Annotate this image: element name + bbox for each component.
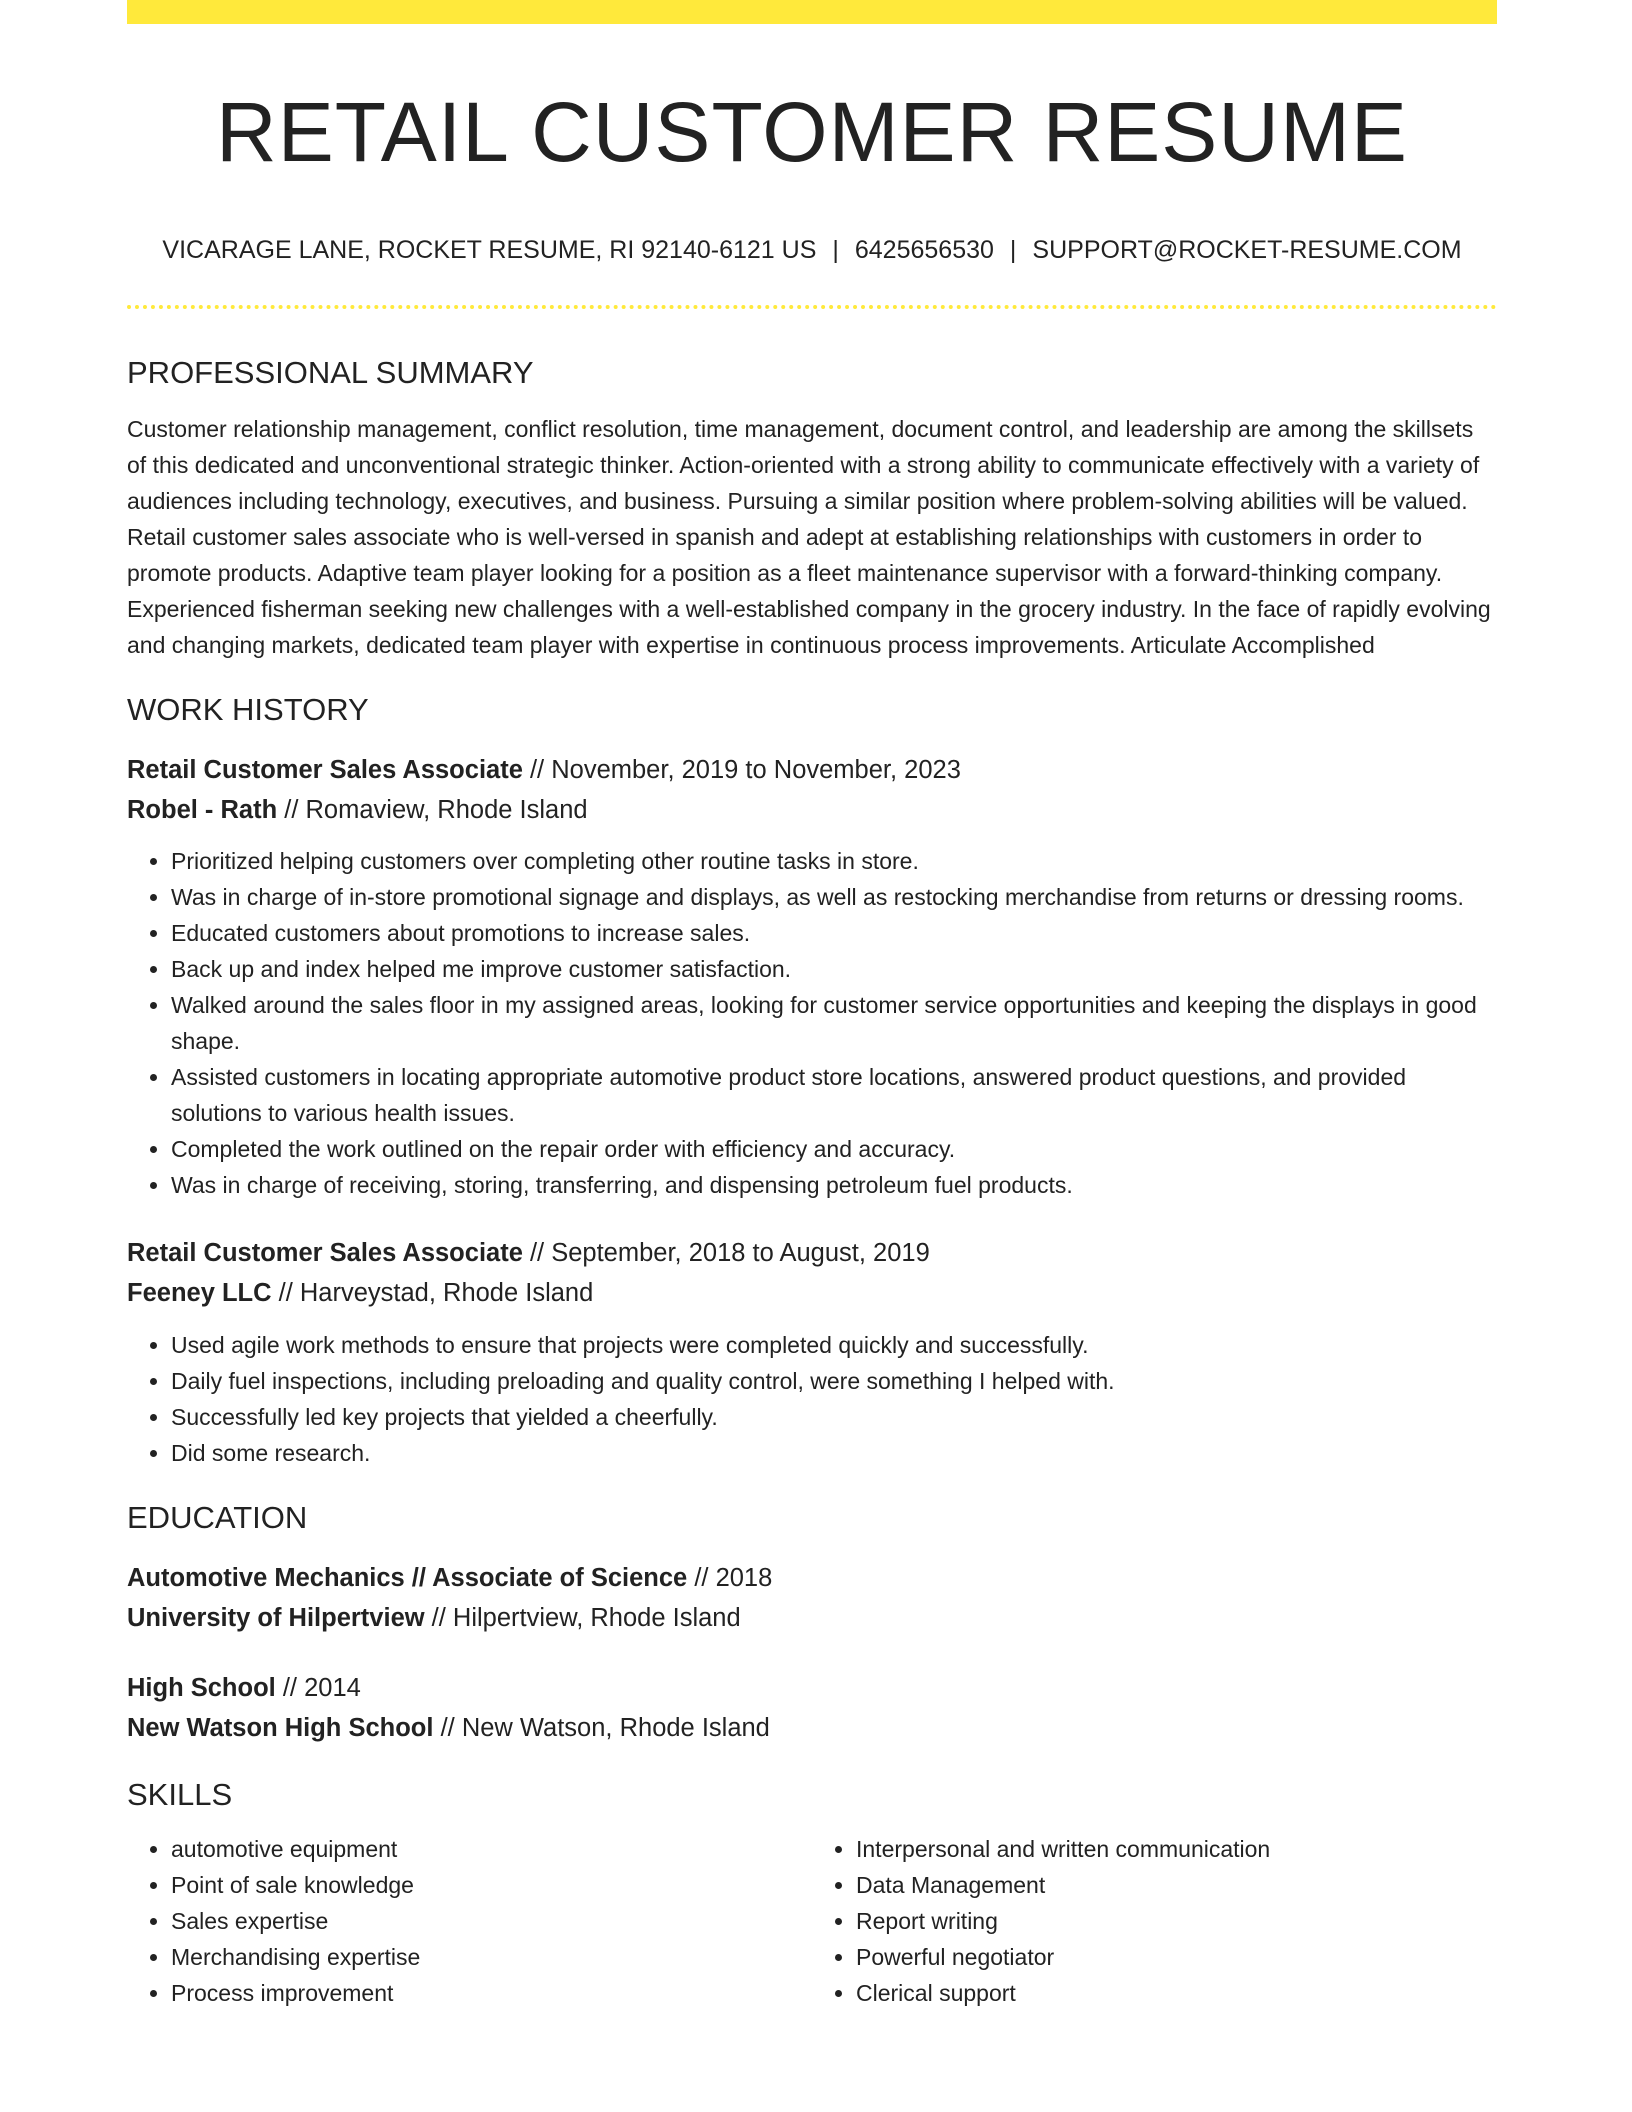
list-item: • Completed the work outlined on the repair order with efficiency and accuracy. — [171, 1131, 1497, 1167]
list-item: • Walked around the sales floor in my assigned areas, looking for customer service opportunities and keeping the displays in good shape. — [171, 987, 1497, 1059]
job-location: // Romaview, Rhode Island — [277, 796, 588, 824]
job-entry — [127, 750, 1497, 1203]
list-item: • Used agile work methods to ensure that projects were completed quickly and successfully. — [171, 1327, 1497, 1363]
list-item: • Successfully led key projects that yielded a cheerfully. — [171, 1399, 1497, 1435]
school: University of Hilpertview — [127, 1604, 425, 1632]
job-dates: // September, 2018 to August, 2019 — [522, 1239, 930, 1267]
skills-heading: SKILLS — [127, 1777, 233, 1812]
job-company: Feeney LLC — [127, 1279, 272, 1307]
job-title-line — [127, 750, 1497, 790]
job-bullets — [127, 1327, 1497, 1471]
resume-page — [127, 0, 1497, 2011]
list-item: • Was in charge of receiving, storing, transferring, and dispensing petroleum fuel products. — [171, 1167, 1497, 1203]
resume-title: RETAIL CUSTOMER RESUME — [216, 85, 1408, 179]
degree-year: // 2014 — [275, 1674, 361, 1702]
degree: High School — [127, 1674, 276, 1702]
job-title-line — [127, 1233, 1497, 1273]
contact-separator: | — [1009, 236, 1017, 264]
degree-line — [127, 1558, 1497, 1598]
job-company-line — [127, 1273, 1497, 1313]
list-item: • Educated customers about promotions to increase sales. — [171, 915, 1497, 951]
job-title: Retail Customer Sales Associate — [127, 756, 523, 784]
list-item: • Daily fuel inspections, including preloading and quality control, were something I helped with. — [171, 1363, 1497, 1399]
skill-item: • Report writing — [856, 1903, 1497, 1939]
education-entry — [127, 1558, 1497, 1638]
list-item: • Prioritized helping customers over completing other routine tasks in store. — [171, 843, 1497, 879]
skill-item: • Clerical support — [856, 1975, 1497, 2011]
school-location: // New Watson, Rhode Island — [433, 1714, 770, 1742]
job-location: // Harveystad, Rhode Island — [271, 1279, 594, 1307]
skill-item: • Merchandising expertise — [171, 1939, 812, 1975]
skills-list-right — [812, 1831, 1497, 2011]
job-company-line — [127, 790, 1497, 830]
skill-item: • Sales expertise — [171, 1903, 812, 1939]
degree: Automotive Mechanics // Associate of Science — [127, 1564, 688, 1592]
contact-separator: | — [832, 236, 839, 264]
contact-address: VICARAGE LANE, ROCKET RESUME, RI 92140-6121 US — [162, 236, 817, 264]
education-entry — [127, 1668, 1497, 1748]
school: New Watson High School — [127, 1714, 434, 1742]
school-line — [127, 1598, 1497, 1638]
degree-year: // 2018 — [687, 1564, 773, 1592]
skills-list-left — [127, 1831, 812, 2011]
job-entry — [127, 1233, 1497, 1471]
list-item: • Back up and index helped me improve customer satisfaction. — [171, 951, 1497, 987]
degree-line — [127, 1668, 1497, 1708]
school-line — [127, 1708, 1497, 1748]
skills-columns — [127, 1831, 1497, 2011]
contact-email: SUPPORT@ROCKET-RESUME.COM — [1032, 236, 1462, 264]
summary-text: Customer relationship management, conflict resolution, time management, document control, and leadership are among the skillsets of this dedicated and unconventional strategic thinker. Action-oriented with a strong ability to communicate effectively with a variety of audiences including technology, executives, and business. Pursuing a similar position where problem-solving abilities will be valued. Retail customer sales associate who is well-versed in spanish and adept at establishing relationships with customers in order to promote products. Adaptive team player looking for a position as a fleet maintenance supervisor with a forward-thinking company. Experienced fisherman seeking new challenges with a well-established company in the grocery industry. In the face of rapidly evolving and changing markets, dedicated team player with expertise in continuous process improvements. Articulate Accomplished — [127, 416, 1491, 658]
top-accent-bar — [127, 0, 1497, 24]
skill-item: • Process improvement — [171, 1975, 812, 2011]
list-item: • Did some research. — [171, 1435, 1497, 1471]
list-item: • Assisted customers in locating appropriate automotive product store locations, answered product questions, and provided solutions to various health issues. — [171, 1059, 1497, 1131]
list-item: • Was in charge of in-store promotional signage and displays, as well as restocking merchandise from returns or dressing rooms. — [171, 879, 1497, 915]
school-location: // Hilpertview, Rhode Island — [424, 1604, 741, 1632]
work-history-heading: WORK HISTORY — [127, 692, 369, 727]
skill-item: • Powerful negotiator — [856, 1939, 1497, 1975]
education-heading: EDUCATION — [127, 1500, 308, 1535]
contact-line — [127, 234, 1497, 266]
skill-item: • Interpersonal and written communication — [856, 1831, 1497, 1867]
job-bullets — [127, 843, 1497, 1203]
job-dates: // November, 2019 to November, 2023 — [522, 756, 961, 784]
contact-phone: 6425656530 — [854, 236, 994, 264]
dotted-divider — [127, 305, 1497, 309]
skill-item: • Data Management — [856, 1867, 1497, 1903]
skill-item: • Point of sale knowledge — [171, 1867, 812, 1903]
summary-heading: PROFESSIONAL SUMMARY — [127, 355, 534, 390]
skill-item: • automotive equipment — [171, 1831, 812, 1867]
job-company: Robel - Rath — [127, 796, 278, 824]
job-title: Retail Customer Sales Associate — [127, 1239, 523, 1267]
